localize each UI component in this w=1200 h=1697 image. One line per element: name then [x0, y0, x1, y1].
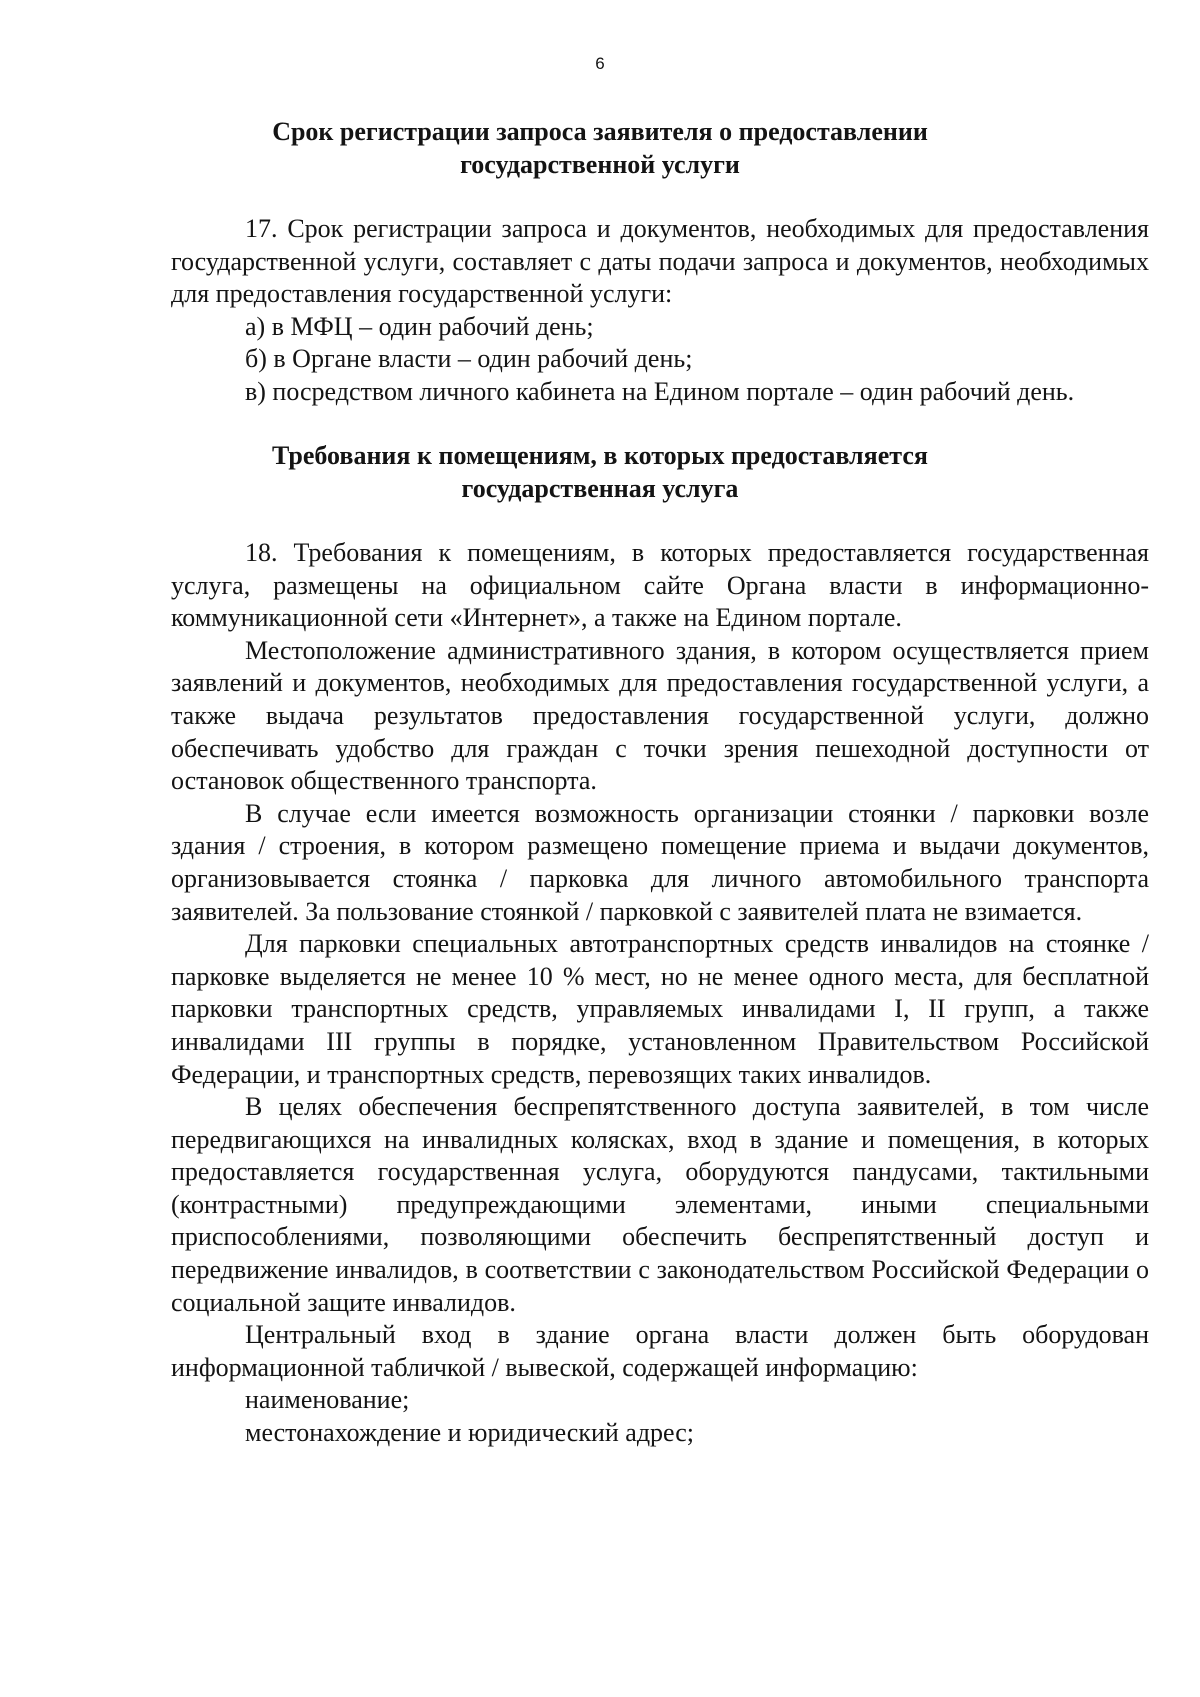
section-17-heading-line-1: Срок регистрации запроса заявителя о предоставлении — [272, 117, 928, 146]
section-18-body — [171, 537, 1149, 1450]
section-17-heading-line-2: государственной услуги — [460, 150, 740, 179]
list-item-a: а) в МФЦ – один рабочий день; — [245, 311, 594, 341]
list-item-v: в) посредством личного кабинета на Едином портале – один рабочий день. — [245, 376, 1075, 406]
paragraph-18: 18. Требования к помещениям, в которых предоставляется государственная услуга, размещены на официальном сайте Органа власти в информационно-коммуникационной сети «Интернет», а также на Едином портале. — [171, 538, 1149, 633]
section-17-heading — [0, 115, 1200, 181]
section-17-body — [171, 213, 1149, 409]
paragraph-building-location: Местоположение административного здания, в котором осуществляется прием заявлений и документов, необходимых для предоставления государственной услуги, а также выдача результатов предоставления государственной услуги, должно обеспечивать удобство для граждан с точки зрения пешеходной доступности от остановок общественного транспорта. — [171, 635, 1149, 796]
paragraph-barrier-free-access: В целях обеспечения беспрепятственного доступа заявителей, в том числе передвигающихся на инвалидных колясках, вход в здание и помещения, в которых предоставляется государственная услуга, оборудуются пандусами, тактильными (контрастными) предупреждающими элементами, иными специальными приспособлениями, позволяющими обеспечить беспрепятственный доступ и передвижение инвалидов, в соответствии с законодательством Российской Федерации о социальной защите инвалидов. — [171, 1092, 1149, 1317]
paragraph-disabled-parking: Для парковки специальных автотранспортных средств инвалидов на стоянке / парковке выделяется не менее 10 % мест, но не менее одного места, для бесплатной парковки транспортных средств, управляемых инвалидами I, II групп, а также инвалидами III группы в порядке, установленном Правительством Российской Федерации, и транспортных средств, перевозящих таких инвалидов. — [171, 929, 1149, 1089]
paragraph-parking: В случае если имеется возможность организации стоянки / парковки возле здания / строения, в котором размещено помещение приема и выдачи документов, организовывается стоянка / парковка для личного автомобильного транспорта заявителей. За пользование стоянкой / парковкой с заявителей плата не взимается. — [171, 798, 1149, 926]
list-item-address: местонахождение и юридический адрес; — [245, 1418, 694, 1448]
section-18-heading-line-2: государственная услуга — [461, 474, 739, 503]
list-item-b: б) в Органе власти – один рабочий день; — [245, 344, 693, 374]
page-number: 6 — [595, 54, 605, 73]
list-item-name: наименование; — [245, 1385, 410, 1415]
paragraph-17: 17. Срок регистрации запроса и документов, необходимых для предоставления государственной услуги, составляет с даты подачи запроса и документов, необходимых для предоставления государственной услуги: — [171, 214, 1149, 309]
section-18-heading-line-1: Требования к помещениям, в которых предоставляется — [272, 441, 928, 470]
section-18-heading — [0, 439, 1200, 505]
paragraph-central-entrance: Центральный вход в здание органа власти должен быть оборудован информационной табличкой / вывеской, содержащей информацию: — [171, 1320, 1149, 1382]
